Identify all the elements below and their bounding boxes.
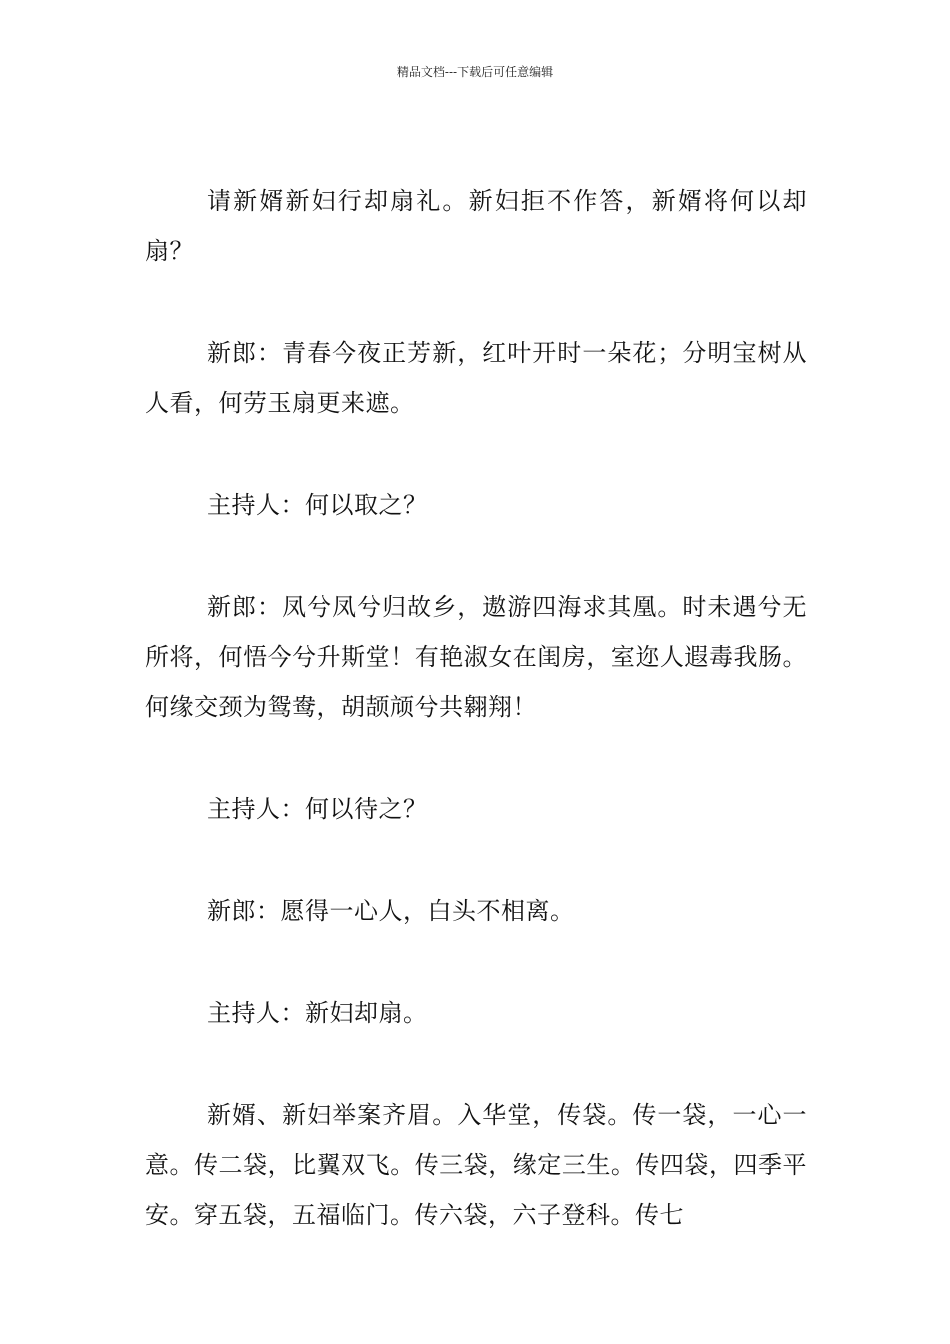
paragraph-5: 主持人：何以待之？	[207, 795, 428, 823]
paragraph-1: 请新婿新妇行却扇礼。新妇拒不作答，新婿将何以却扇？	[145, 187, 807, 265]
paragraph-6: 新郎：愿得一心人，白头不相离。	[207, 897, 575, 925]
paragraph-2: 新郎：青春今夜正芳新，红叶开时一朵花；分明宝树从人看，何劳玉扇更来遮。	[145, 339, 807, 417]
paragraph-3: 主持人：何以取之？	[207, 491, 428, 519]
page-header: 精品文档---下载后可任意编辑	[396, 65, 554, 79]
paragraph-7: 主持人：新妇却扇。	[207, 999, 428, 1027]
paragraph-8: 新婿、新妇举案齐眉。入华堂，传袋。传一袋，一心一意。传二袋，比翼双飞。传三袋，缘定三生。传四袋，四季平安。穿五袋，五福临门。传六袋，六子登科。传七	[145, 1101, 807, 1229]
paragraph-4: 新郎：凤兮凤兮归故乡，遨游四海求其凰。时未遇兮无所将，何悟今兮升斯堂！有艳淑女在闺房，室迩人遐毒我肠。何缘交颈为鸳鸯，胡颉颃兮共翱翔！	[145, 593, 807, 721]
document-body	[145, 176, 807, 1292]
